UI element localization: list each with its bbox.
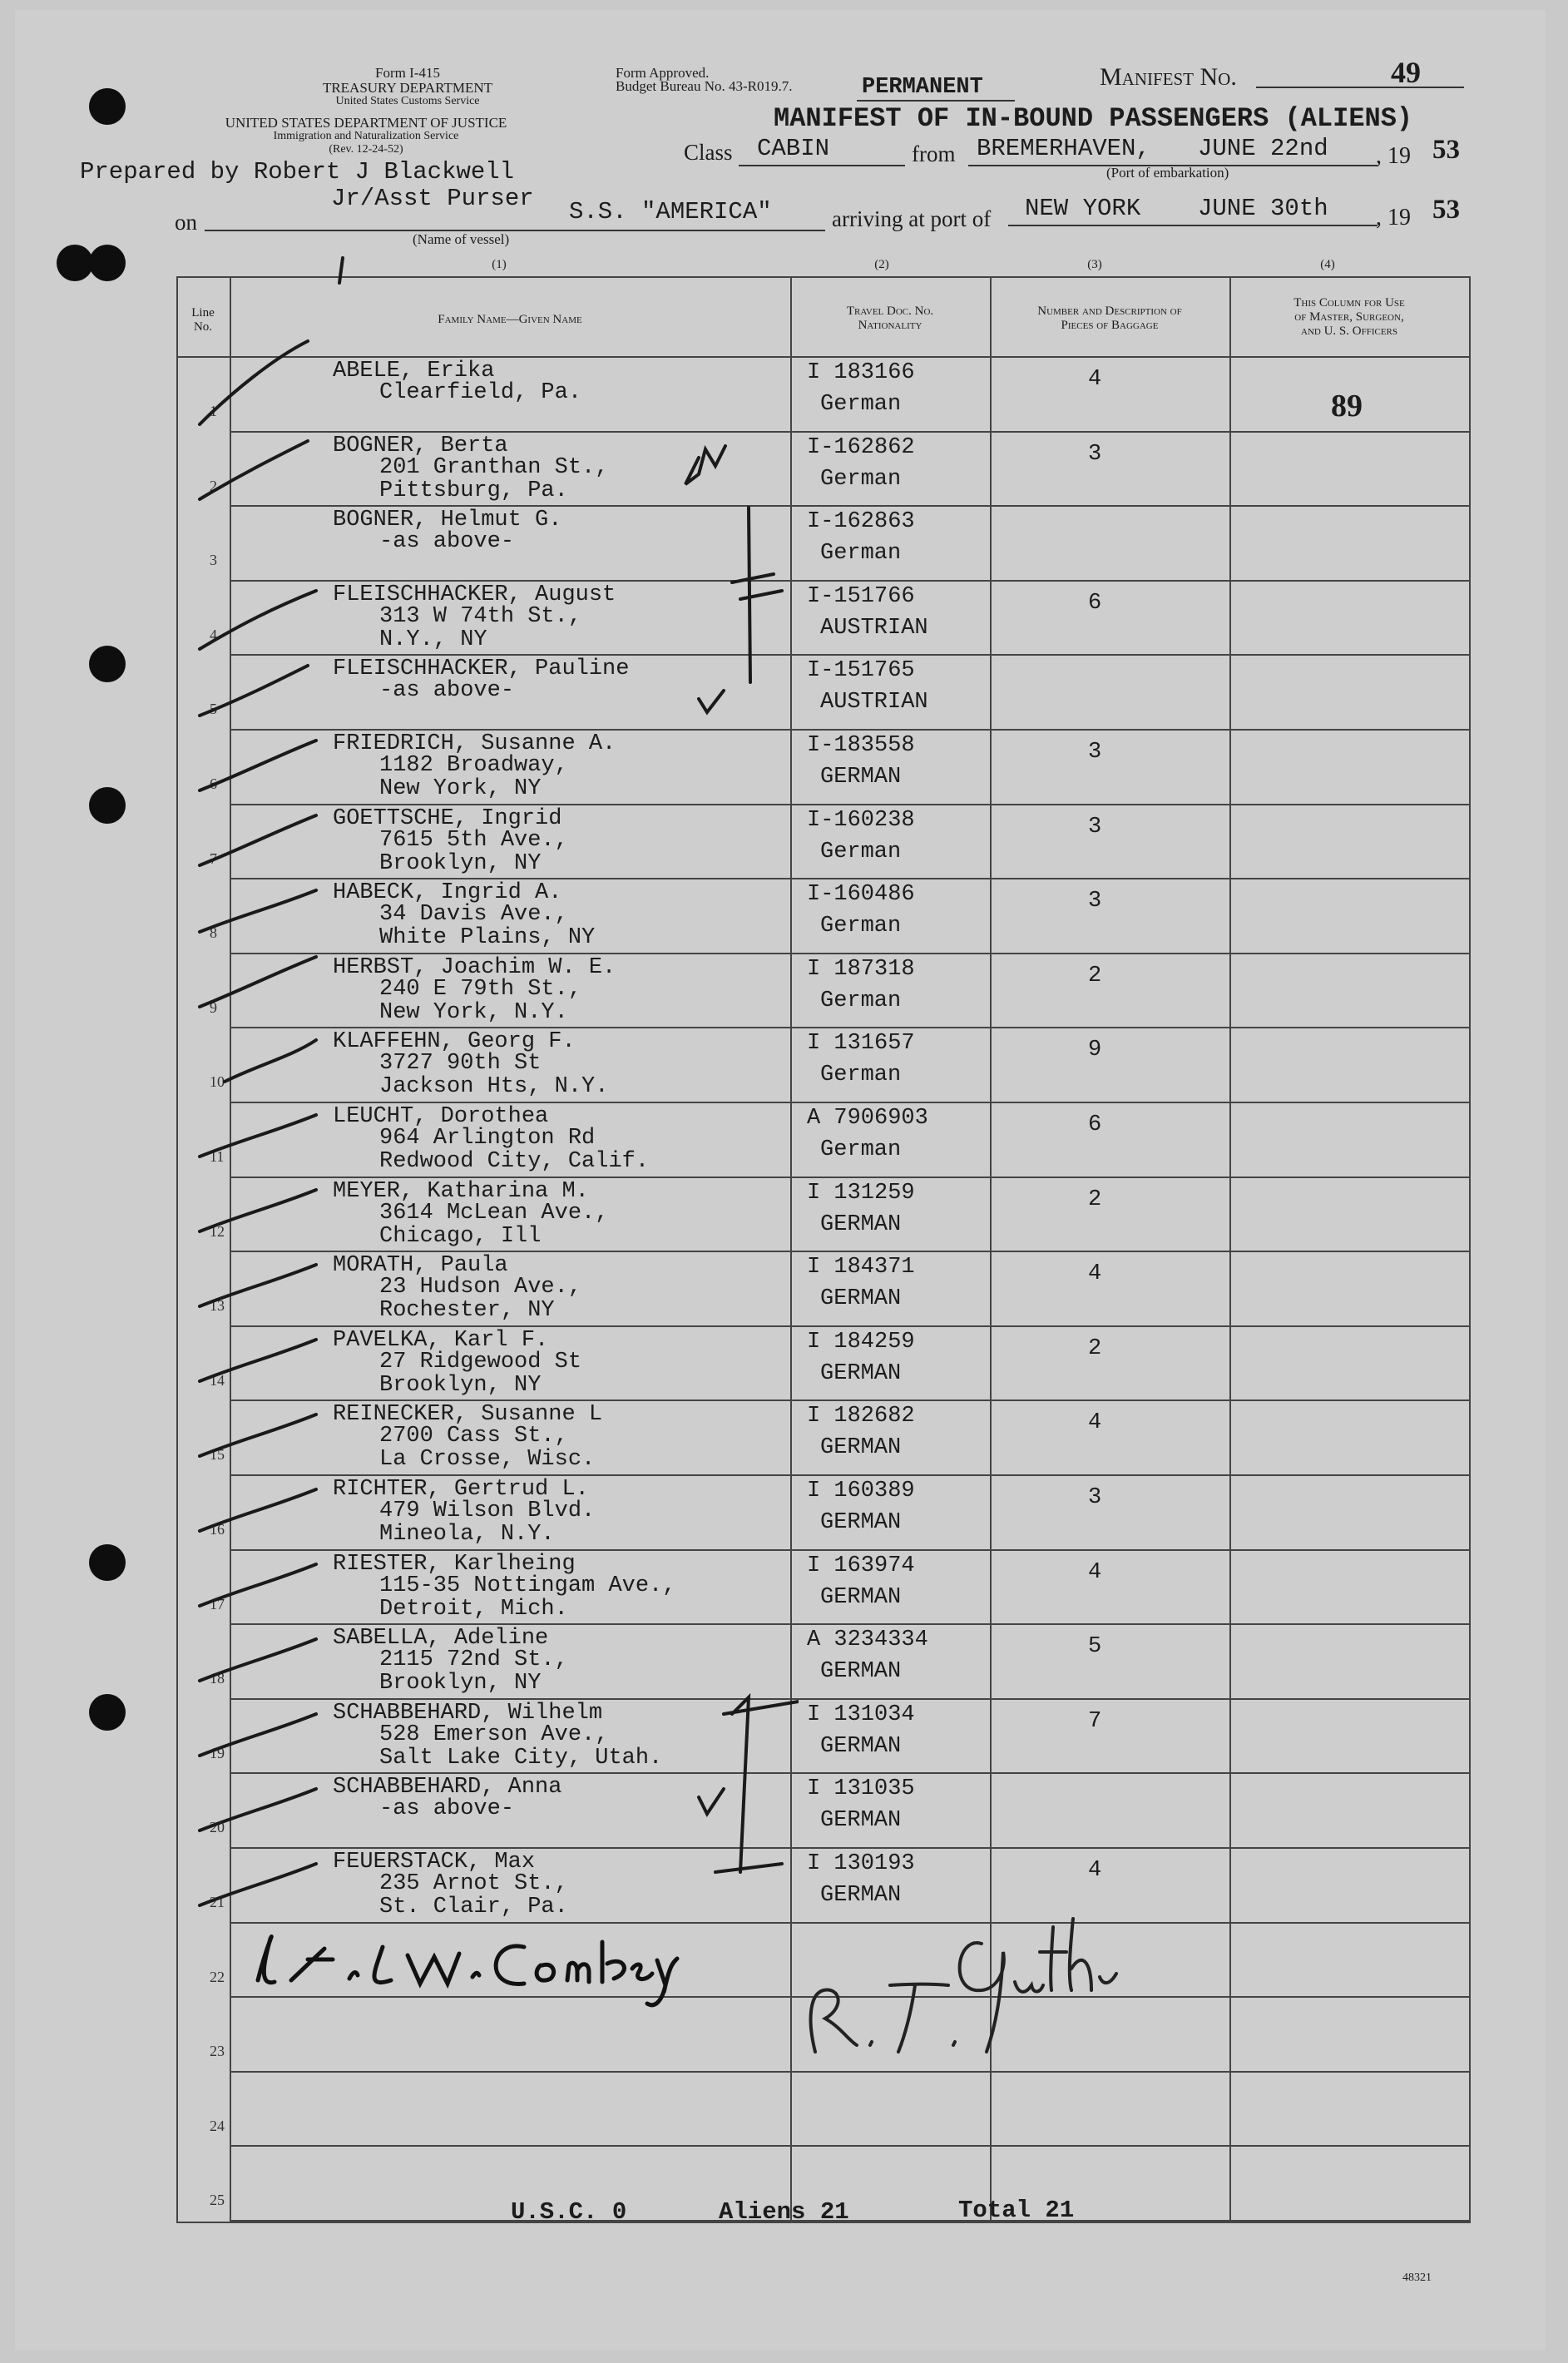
passenger-address-1: 1182 Broadway,: [379, 753, 568, 778]
passenger-address-2: Redwood City, Calif.: [379, 1149, 650, 1174]
baggage-count: 2: [1088, 963, 1102, 988]
punch-hole: [57, 245, 93, 281]
passenger-address-1: 240 E 79th St.,: [379, 976, 582, 1002]
ins: Immigration and Naturalization Service: [273, 130, 459, 142]
line-number: 3: [210, 552, 217, 569]
year-1: 53: [1432, 135, 1460, 165]
passenger-address-1: 27 Ridgewood St: [379, 1349, 582, 1375]
officer-note: 89: [1331, 389, 1363, 424]
line-number: 1: [210, 403, 217, 419]
arriving-label: arriving at port of: [832, 206, 992, 231]
passenger-name: MORATH, Paula: [333, 1253, 508, 1279]
baggage-count: 3: [1088, 441, 1102, 467]
line-number: 5: [210, 701, 217, 718]
baggage-count: 7: [1088, 1708, 1102, 1734]
manifest-no-label: Manifest No.: [1100, 63, 1237, 91]
passenger-address-2: Mineola, N.Y.: [379, 1522, 555, 1547]
col-num-2: (2): [874, 258, 889, 271]
travel-doc-no: I-151765: [807, 658, 915, 684]
col-num-1: (1): [492, 258, 507, 271]
nationality: German: [820, 839, 902, 864]
passenger-name: FRIEDRICH, Susanne A.: [333, 731, 616, 756]
passenger-name: SCHABBEHARD, Wilhelm: [333, 1700, 603, 1726]
travel-doc-no: I 187318: [807, 956, 915, 982]
customs-service: United States Customs Service: [335, 95, 480, 107]
line-number: 11: [210, 1148, 225, 1165]
passenger-name: FEUERSTACK, Max: [333, 1850, 536, 1875]
travel-doc-no: I 131035: [807, 1776, 915, 1802]
passenger-address-2: New York, NY: [379, 776, 542, 801]
class-value: CABIN: [757, 135, 830, 162]
line-number: 18: [210, 1670, 225, 1687]
passenger-address-2: Brooklyn, NY: [379, 1671, 542, 1697]
passenger-name: LEUCHT, Dorothea: [333, 1104, 549, 1129]
vessel-name: S.S. "AMERICA": [569, 198, 772, 225]
col-header-name: Family Name—Given Name: [438, 313, 582, 326]
travel-doc-no: I 131657: [807, 1031, 915, 1057]
arrival-port: NEW YORK: [1025, 195, 1141, 222]
form-code: 48321: [1402, 2271, 1432, 2284]
line-number: 23: [210, 2043, 225, 2060]
passenger-address-2: Brooklyn, NY: [379, 1372, 542, 1398]
nationality: GERMAN: [820, 1510, 902, 1535]
passenger-name: RICHTER, Gertrud L.: [333, 1477, 589, 1502]
passenger-address-1: 3727 90th St: [379, 1051, 542, 1077]
baggage-count: 6: [1088, 1112, 1102, 1137]
travel-doc-no: I-160486: [807, 882, 915, 908]
form-approved: Form Approved.: [616, 65, 710, 81]
passenger-name: ABELE, Erika: [333, 359, 495, 384]
passenger-name: SCHABBEHARD, Anna: [333, 1775, 562, 1801]
baggage-count: 3: [1088, 740, 1102, 765]
dept-justice: UNITED STATES DEPARTMENT OF JUSTICE: [225, 115, 507, 131]
punch-hole: [89, 646, 126, 682]
from-value: BREMERHAVEN,: [977, 135, 1150, 162]
passenger-address-1: 2700 Cass St.,: [379, 1424, 568, 1449]
grand-total: Total 21: [958, 2197, 1075, 2224]
line-number: 19: [210, 1744, 225, 1761]
travel-doc-no: I 131034: [807, 1702, 915, 1727]
baggage-count: 6: [1088, 590, 1102, 616]
nationality: German: [820, 1137, 902, 1162]
col-header-doc: Travel Doc. No. Nationality: [846, 305, 934, 332]
nationality: GERMAN: [820, 1360, 902, 1386]
passenger-name: HERBST, Joachim W. E.: [333, 954, 616, 980]
baggage-count: 3: [1088, 814, 1102, 840]
line-number: 9: [210, 998, 217, 1016]
line-number: 25: [210, 2192, 225, 2209]
col-header-line-no: Line No.: [191, 306, 215, 334]
passenger-address-1: 201 Granthan St.,: [379, 454, 609, 480]
passenger-address-2: Rochester, NY: [379, 1298, 555, 1324]
usc-total: U.S.C. 0: [511, 2198, 627, 2226]
passenger-name: SABELLA, Adeline: [333, 1626, 549, 1652]
travel-doc-no: I-160238: [807, 807, 915, 833]
baggage-count: 2: [1088, 1335, 1102, 1361]
baggage-count: 4: [1088, 1410, 1102, 1436]
check-marks: [166, 250, 799, 1947]
passenger-address-1: 313 W 74th St.,: [379, 603, 582, 629]
travel-doc-no: I 182682: [807, 1404, 915, 1429]
punch-hole: [89, 88, 126, 125]
passenger-address-1: 3614 McLean Ave.,: [379, 1200, 609, 1226]
nationality: AUSTRIAN: [820, 690, 928, 716]
travel-doc-no: A 3234334: [807, 1627, 928, 1653]
nationality: GERMAN: [820, 765, 902, 790]
passenger-address-1: 528 Emerson Ave.,: [379, 1721, 609, 1747]
travel-doc-no: I 163974: [807, 1553, 915, 1578]
manifest-no: 49: [1391, 56, 1421, 89]
punch-hole: [89, 245, 126, 281]
passenger-address-1: 235 Arnot St.,: [379, 1871, 568, 1896]
nationality: GERMAN: [820, 1435, 902, 1461]
nationality: GERMAN: [820, 1733, 902, 1759]
travel-doc-no: A 7906903: [807, 1106, 928, 1131]
passenger-address-2: White Plains, NY: [379, 925, 596, 951]
dept-treasury: TREASURY DEPARTMENT: [322, 80, 493, 96]
baggage-count: 9: [1088, 1038, 1102, 1063]
aliens-total: Aliens 21: [719, 2198, 849, 2226]
travel-doc-no: I 183166: [807, 360, 915, 385]
year-2: 53: [1432, 195, 1460, 225]
passenger-address-1: 479 Wilson Blvd.: [379, 1499, 596, 1523]
line-number: 6: [210, 775, 217, 792]
passenger-address-2: Jackson Hts, N.Y.: [379, 1074, 609, 1100]
arrival-date: JUNE 30th: [1198, 195, 1328, 222]
travel-doc-no: I 131259: [807, 1180, 915, 1206]
page-title: MANIFEST OF IN-BOUND PASSENGERS (ALIENS): [774, 103, 1413, 134]
passenger-address-1: 23 Hudson Ave.,: [379, 1275, 582, 1300]
passenger-name: FLEISCHHACKER, August: [333, 582, 616, 607]
passenger-address-2: N.Y., NY: [379, 627, 487, 652]
line-number: 17: [210, 1595, 225, 1612]
form-id: Form I-415: [375, 65, 440, 81]
travel-doc-no: I-183558: [807, 733, 915, 758]
prepared-by-title: Jr/Asst Purser: [331, 185, 534, 212]
passenger-address-2: Pittsburg, Pa.: [379, 478, 568, 503]
baggage-count: 3: [1088, 889, 1102, 914]
from-label: from: [912, 141, 956, 166]
passenger-name: BOGNER, Berta: [333, 433, 508, 458]
row-divider: [230, 2071, 1469, 2073]
passenger-address-2: Brooklyn, NY: [379, 850, 542, 876]
line-number: 16: [210, 1521, 225, 1538]
signature-guthrie: [790, 1827, 1123, 2068]
nationality: German: [820, 988, 902, 1013]
passenger-name: REINECKER, Susanne L: [333, 1402, 603, 1428]
class-label: Class: [684, 140, 733, 165]
line-number: 15: [210, 1446, 225, 1464]
col-num-3: (3): [1087, 258, 1102, 271]
travel-doc-no: I 160389: [807, 1479, 915, 1504]
passenger-address-2: La Crosse, Wisc.: [379, 1447, 596, 1473]
passenger-address-1: 115-35 Nottingam Ave.,: [379, 1573, 676, 1598]
nationality: GERMAN: [820, 1883, 902, 1908]
passenger-name: MEYER, Katharina M.: [333, 1178, 589, 1204]
travel-doc-no: I-162863: [807, 509, 915, 535]
row-divider: [230, 2145, 1469, 2147]
travel-doc-no: I 130193: [807, 1851, 915, 1876]
nationality: AUSTRIAN: [820, 615, 928, 641]
passenger-address-1: 34 Davis Ave.,: [379, 902, 568, 928]
punch-hole: [89, 1694, 126, 1731]
nationality: GERMAN: [820, 1808, 902, 1834]
passenger-address-2: St. Clair, Pa.: [379, 1895, 568, 1920]
col-header-baggage: Number and Description of Pieces of Baggage: [1037, 305, 1182, 332]
travel-doc-no: I 184259: [807, 1329, 915, 1355]
nationality: German: [820, 1063, 902, 1088]
row-divider: [230, 2220, 1469, 2222]
col-num-4: (4): [1320, 258, 1335, 271]
prepared-by: Prepared by Robert J Blackwell: [80, 158, 515, 186]
passenger-name: FLEISCHHACKER, Pauline: [333, 656, 630, 682]
line-number: 21: [210, 1894, 225, 1910]
baggage-count: 4: [1088, 1261, 1102, 1287]
punch-hole: [89, 1544, 126, 1581]
travel-doc-no: I-151766: [807, 583, 915, 609]
travel-doc-no: I-162862: [807, 434, 915, 460]
passenger-name: BOGNER, Helmut G.: [333, 508, 562, 533]
passenger-address-1: -as above-: [379, 1796, 515, 1822]
vessel-caption: (Name of vessel): [413, 231, 510, 247]
nationality: German: [820, 914, 902, 939]
passenger-address-1: 964 Arlington Rd: [379, 1126, 596, 1151]
line-number: 2: [210, 477, 217, 494]
line-number: 10: [210, 1073, 225, 1091]
travel-doc-no: I 184371: [807, 1255, 915, 1281]
punch-hole: [89, 787, 126, 824]
line-number: 20: [210, 1819, 225, 1836]
baggage-count: 4: [1088, 1559, 1102, 1585]
passenger-name: RIESTER, Karlheing: [333, 1551, 576, 1577]
line-number: 8: [210, 924, 217, 942]
baggage-count: 2: [1088, 1186, 1102, 1212]
passenger-name: GOETTSCHE, Ingrid: [333, 805, 562, 831]
nationality: German: [820, 392, 902, 417]
passenger-address-1: -as above-: [379, 529, 515, 555]
nationality: German: [820, 466, 902, 492]
nationality: GERMAN: [820, 1286, 902, 1312]
baggage-count: 3: [1088, 1485, 1102, 1510]
from-date: JUNE 22nd: [1198, 135, 1328, 162]
passenger-address-2: Salt Lake City, Utah.: [379, 1745, 663, 1771]
line-number: 7: [210, 850, 217, 867]
year-prefix-2: , 19: [1376, 205, 1411, 230]
permanent-label: PERMANENT: [862, 75, 983, 100]
passenger-address-1: -as above-: [379, 678, 515, 704]
line-number: 12: [210, 1222, 225, 1240]
on-label: on: [175, 210, 197, 235]
revision: (Rev. 12-24-52): [329, 143, 403, 156]
passenger-address-1: Clearfield, Pa.: [379, 380, 582, 405]
line-number: 24: [210, 2117, 225, 2134]
passenger-name: KLAFFEHN, Georg F.: [333, 1029, 576, 1055]
nationality: GERMAN: [820, 1211, 902, 1237]
line-number: 4: [210, 626, 217, 643]
line-number: 22: [210, 1968, 225, 1985]
port-embarkation-caption: (Port of embarkation): [1106, 165, 1229, 181]
budget-bureau: Budget Bureau No. 43-R019.7.: [616, 78, 793, 94]
passenger-name: HABECK, Ingrid A.: [333, 880, 562, 906]
nationality: GERMAN: [820, 1659, 902, 1685]
line-number: 14: [210, 1371, 225, 1389]
passenger-address-2: New York, N.Y.: [379, 999, 568, 1025]
passenger-address-1: 7615 5th Ave.,: [379, 827, 568, 853]
baggage-count: 5: [1088, 1634, 1102, 1660]
nationality: GERMAN: [820, 1584, 902, 1610]
col-header-officers: This Column for Use of Master, Surgeon, and U. S. Officers: [1293, 296, 1405, 338]
passenger-address-2: Chicago, Ill: [379, 1223, 542, 1249]
baggage-count: 4: [1088, 367, 1102, 392]
year-prefix-1: , 19: [1376, 143, 1411, 169]
nationality: German: [820, 541, 902, 567]
passenger-address-1: 2115 72nd St.,: [379, 1647, 568, 1673]
baggage-count: 4: [1088, 1858, 1102, 1883]
passenger-address-2: Detroit, Mich.: [379, 1596, 568, 1622]
passenger-name: PAVELKA, Karl F.: [333, 1327, 549, 1353]
line-number: 13: [210, 1297, 225, 1315]
